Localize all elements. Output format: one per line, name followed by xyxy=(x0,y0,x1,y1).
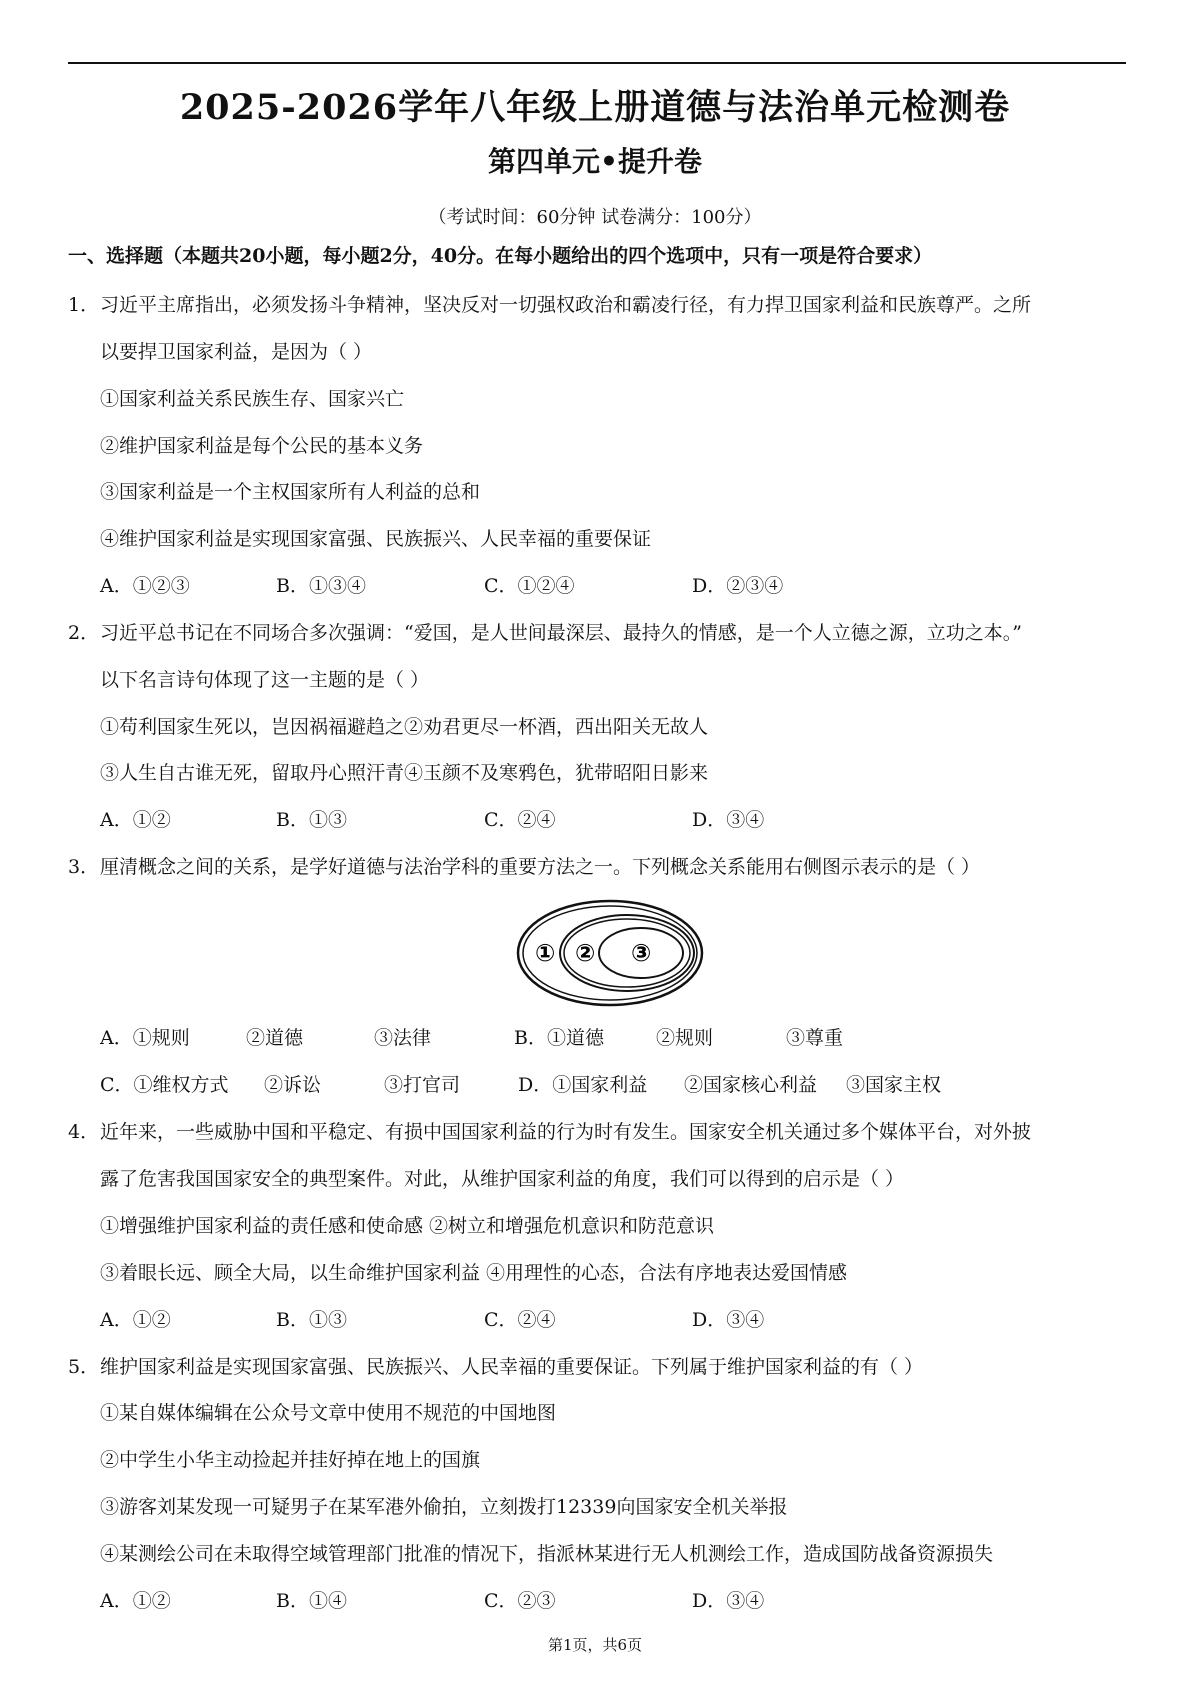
nested-circles-diagram xyxy=(515,897,705,1009)
question-3-option-a-2: ②道德 xyxy=(246,1027,304,1049)
question-4-stem-line-2: 露了危害我国国家安全的典型案件。对此，从维护国家利益的角度，我们可以得到的启示是（ ） xyxy=(100,1168,905,1190)
question-1-stem-line-1: 1．习近平主席指出，必须发扬斗争精神，坚决反对一切强权政治和霸凌行径，有力捍卫国家利益和民族尊严。之所 xyxy=(68,294,1032,316)
question-3-option-d-3: ③国家主权 xyxy=(846,1074,942,1096)
question-2-statement: ①苟利国家生死以，岂因祸福避趋之②劝君更尽一杯酒，西出阳关无故人 xyxy=(100,716,709,738)
question-1-stem-line-2: 以要捍卫国家利益，是因为（ ） xyxy=(100,341,373,363)
question-2-option-b[interactable]: B．①③ xyxy=(276,809,347,831)
question-2-statement: ③人生自古谁无死，留取丹心照汗青④玉颜不及寒鸦色，犹带昭阳日影来 xyxy=(100,762,709,784)
question-3-option-c-2: ②诉讼 xyxy=(264,1074,322,1096)
question-5-statement: ①某自媒体编辑在公众号文章中使用不规范的中国地图 xyxy=(100,1402,557,1424)
page-footer: 第1页，共6页 xyxy=(547,1636,643,1654)
question-1-option-b[interactable]: B．①③④ xyxy=(276,575,366,597)
question-3-option-c[interactable]: C．①维权方式 xyxy=(100,1074,229,1096)
question-4-option-c[interactable]: C．②④ xyxy=(484,1309,556,1331)
page-subtitle: 第四单元•提升卷 xyxy=(488,145,702,178)
question-4-statement: ③着眼长远、顾全大局，以生命维护国家利益 ④用理性的心态，合法有序地表达爱国情感 xyxy=(100,1262,848,1284)
question-4-option-b[interactable]: B．①③ xyxy=(276,1309,347,1331)
top-rule xyxy=(68,62,1126,64)
question-3-option-d-2: ②国家核心利益 xyxy=(684,1074,818,1096)
question-1-statement: ④维护国家利益是实现国家富强、民族振兴、人民幸福的重要保证 xyxy=(100,528,652,550)
question-5-statement: ④某测绘公司在未取得空域管理部门批准的情况下，指派林某进行无人机测绘工作，造成国防战备资源损失 xyxy=(100,1543,994,1565)
question-5-option-d[interactable]: D．③④ xyxy=(692,1590,765,1612)
question-5-option-a[interactable]: A．①② xyxy=(100,1590,171,1612)
question-1-option-c[interactable]: C．①②④ xyxy=(484,575,575,597)
question-3-option-b[interactable]: B．①道德 xyxy=(514,1027,604,1049)
section-heading: 一、选择题（本题共20小题，每小题2分，40分。在每小题给出的四个选项中，只有一项是符合要求） xyxy=(68,245,933,267)
question-2-stem-line-2: 以下名言诗句体现了这一主题的是（ ） xyxy=(100,669,430,691)
page-title: 2025-2026学年八年级上册道德与法治单元检测卷 xyxy=(179,87,1011,128)
question-2-stem-line-1: 2．习近平总书记在不同场合多次强调：“爱国，是人世间最深层、最持久的情感，是一个人立德之源，立功之本。” xyxy=(68,622,1022,644)
question-5-stem-line-1: 5．维护国家利益是实现国家富强、民族振兴、人民幸福的重要保证。下列属于维护国家利益的有（ ） xyxy=(68,1356,924,1378)
question-3-option-a-3: ③法律 xyxy=(374,1027,432,1049)
question-2-option-a[interactable]: A．①② xyxy=(100,809,171,831)
question-1-statement: ③国家利益是一个主权国家所有人利益的总和 xyxy=(100,481,481,503)
question-4-stem-line-1: 4．近年来，一些威胁中国和平稳定、有损中国国家利益的行为时有发生。国家安全机关通过多个媒体平台，对外披 xyxy=(68,1121,1032,1143)
question-5-statement: ②中学生小华主动捡起并挂好掉在地上的国旗 xyxy=(100,1449,481,1471)
diagram-label-1: ① xyxy=(535,939,556,967)
diagram-label-3: ③ xyxy=(631,939,652,967)
question-3-option-b-2: ②规则 xyxy=(656,1027,714,1049)
diagram-label-2: ② xyxy=(575,939,596,967)
question-3-option-d[interactable]: D．①国家利益 xyxy=(518,1074,648,1096)
question-2-option-d[interactable]: D．③④ xyxy=(692,809,765,831)
question-3-stem-line-1: 3．厘清概念之间的关系，是学好道德与法治学科的重要方法之一。下列概念关系能用右侧图示表示的是（ ） xyxy=(68,856,981,878)
question-4-option-d[interactable]: D．③④ xyxy=(692,1309,765,1331)
question-3-option-a[interactable]: A．①规则 xyxy=(100,1027,190,1049)
question-5-option-c[interactable]: C．②③ xyxy=(484,1590,556,1612)
question-1-option-a[interactable]: A．①②③ xyxy=(100,575,190,597)
question-5-option-b[interactable]: B．①④ xyxy=(276,1590,347,1612)
question-4-statement: ①增强维护国家利益的责任感和使命感 ②树立和增强危机意识和防范意识 xyxy=(100,1215,715,1237)
question-3-option-c-3: ③打官司 xyxy=(384,1074,461,1096)
question-3-option-b-3: ③尊重 xyxy=(786,1027,844,1049)
question-1-option-d[interactable]: D．②③④ xyxy=(692,575,784,597)
question-4-option-a[interactable]: A．①② xyxy=(100,1309,171,1331)
question-5-statement: ③游客刘某发现一可疑男子在某军港外偷拍，立刻拨打12339向国家安全机关举报 xyxy=(100,1496,788,1518)
exam-info: （考试时间：60分钟 试卷满分：100分） xyxy=(428,207,762,228)
question-2-option-c[interactable]: C．②④ xyxy=(484,809,556,831)
question-1-statement: ②维护国家利益是每个公民的基本义务 xyxy=(100,435,424,457)
question-1-statement: ①国家利益关系民族生存、国家兴亡 xyxy=(100,388,405,410)
